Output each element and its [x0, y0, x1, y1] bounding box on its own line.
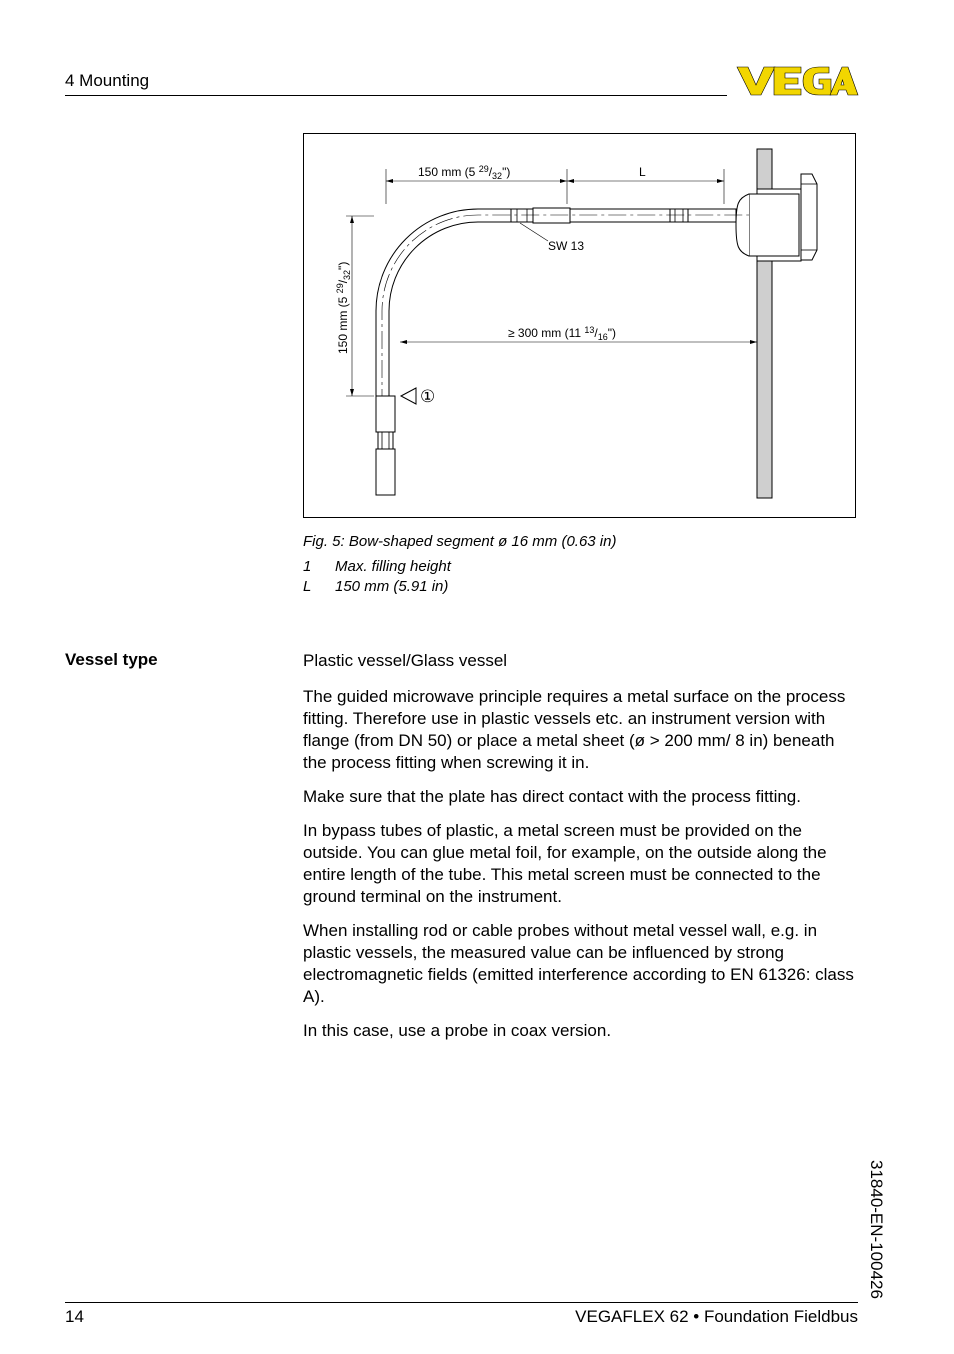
- paragraph: Make sure that the plate has direct contact with the process fitting.: [303, 787, 801, 806]
- page-number: 14: [65, 1307, 84, 1326]
- paragraph: In bypass tubes of plastic, a metal screen must be provided on the outside. You can glue metal foil, for example, on the outside along the entire length of the tube. This metal screen must be connected to the ground terminal on the instrument.: [303, 821, 827, 906]
- max-fill-marker-icon: [401, 388, 416, 404]
- paragraph: When installing rod or cable probes without metal vessel wall, e.g. in plastic vessels, the measured value can be influenced by strong electromagnetic fields (emitted interference according to EN 61326: class A).: [303, 921, 854, 1006]
- document-id: 31840-EN-100426: [867, 1160, 886, 1299]
- footer-title: VEGAFLEX 62 • Foundation Fieldbus: [575, 1307, 858, 1326]
- header-section-title: 4 Mounting: [65, 71, 150, 90]
- vega-logo: [735, 63, 859, 99]
- figure-caption: Fig. 5: Bow-shaped segment ø 16 mm (0.63 in): [303, 533, 617, 550]
- dim-top-label: 150 mm (5 $^{29}/_{32}$"): [418, 164, 511, 181]
- centre-line: [382, 215, 749, 494]
- dim-wall-label: ≥ 300 mm (11 $^{13}/_{16}$"): [508, 325, 617, 342]
- marker-label: ①: [420, 387, 436, 407]
- bow-outer: [376, 209, 511, 396]
- legend-text: 150 mm (5.91 in): [335, 578, 449, 595]
- legend-item: [303, 578, 448, 595]
- bow-segment-drawing: [304, 134, 857, 519]
- legend-key: 1: [303, 558, 312, 575]
- horizontal-rod: [570, 209, 736, 222]
- dim-vertical-label: 150 mm (5 $^{29}/_{32}$"): [335, 261, 352, 354]
- header-divider: [65, 95, 727, 96]
- legend-key: L: [303, 578, 312, 595]
- footer-divider: [65, 1302, 858, 1303]
- bow-inner: [389, 222, 511, 396]
- paragraph: Plastic vessel/Glass vessel: [303, 651, 508, 670]
- dim-l-label: L: [639, 165, 646, 179]
- section-heading: Vessel type: [65, 650, 158, 669]
- paragraph: In this case, use a probe in coax version.: [303, 1021, 612, 1040]
- sw-label: SW 13: [548, 239, 585, 253]
- figure-frame: [303, 133, 856, 518]
- legend-item: [303, 558, 451, 575]
- paragraph: The guided microwave principle requires a metal surface on the process fitting. Therefore use in plastic vessels etc. an instrument version with flange (from DN 50) or place a metal sheet (ø > 200 mm/ 8 in) beneath the process fitting when screwing it in.: [303, 687, 846, 772]
- legend-text: Max. filling height: [335, 558, 451, 575]
- hex-nut: [511, 209, 533, 222]
